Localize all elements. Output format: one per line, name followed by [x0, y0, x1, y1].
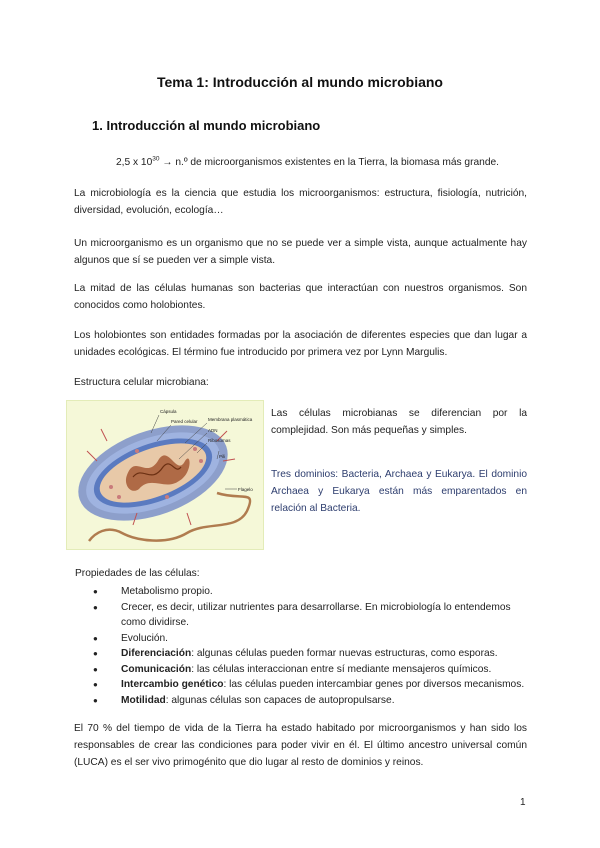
- list-item: ● Comunicación: las células interaccionan entre sí mediante mensajeros químicos.: [109, 662, 535, 678]
- page-number: 1: [520, 797, 526, 808]
- properties-section: [75, 565, 535, 708]
- page-title: Tema 1: Introducción al mundo microbiano: [157, 74, 443, 90]
- list-item: ● Motilidad: algunas células son capaces de autopropulsarse.: [109, 693, 535, 709]
- paragraph-holobionts: Los holobiontes son entidades formadas por la asociación de diferentes especies que dan lugar a unidades ecológicas. El término fue introducido por primera vez por Lynn Margulis.: [74, 330, 527, 358]
- list-item: ● Diferenciación: algunas células pueden formar nuevas estructuras, como esporas.: [109, 646, 535, 662]
- label-capsule: Cápsula: [160, 409, 177, 414]
- biomass-base: 2,5 x 10: [116, 157, 153, 168]
- bacterial-cell-figure: [66, 400, 264, 550]
- paragraph-luca: El 70 % del tiempo de vida de la Tierra ha estado habitado por microorganismos y han sido los responsables de crear las condiciones para poder vivir en él. El último ancestro universal común (LUCA) es el ser vivo primogénito que dio lugar al resto de dominios y reinos.: [74, 723, 527, 768]
- bacteria-diagram-illustration: [67, 401, 263, 549]
- paragraph-microorganism: Un microorganismo es un organismo que no se puede ver a simple vista, aunque actualmente hay algunos que sí se pueden ver a simple vista.: [74, 238, 527, 266]
- structure-label: Estructura celular microbiana:: [74, 377, 209, 388]
- label-membrane: Membrana plasmática: [208, 417, 253, 422]
- label-dna: ADN: [208, 428, 218, 433]
- paragraph-microbiology: La microbiología es la ciencia que estudia los microorganismos: estructura, fisiología, nutrición, diversidad, evolución, ecología…: [74, 188, 527, 216]
- label-ribosomes: Ribosomas: [208, 438, 231, 443]
- side-text-complexity: Las células microbianas se diferencian por la complejidad. Son más pequeñas y simples.: [271, 408, 527, 436]
- label-flagellum: Flagelo: [238, 487, 253, 492]
- properties-list: [75, 584, 535, 708]
- list-item: ● Intercambio genético: las células pueden intercambiar genes por diversos mecanismos.: [109, 677, 535, 693]
- paragraph-human-cells: La mitad de las células humanas son bacterias que interactúan con nuestros organismos. Son conocidos como holobiontes.: [74, 283, 527, 311]
- biomass-line: [116, 154, 536, 171]
- section-heading: 1. Introducción al mundo microbiano: [92, 118, 321, 133]
- properties-label: Propiedades de las células:: [75, 568, 200, 579]
- list-item: ● Metabolismo propio.: [109, 584, 535, 600]
- biomass-exponent: 30: [152, 155, 160, 163]
- label-cell-wall: Pared celular: [171, 419, 198, 424]
- label-pili: Pili: [219, 454, 226, 459]
- side-text-domains: Tres dominios: Bacteria, Archaea y Eukarya. El dominio Archaea y Eukarya están más emparentados en relación al Bacteria.: [271, 469, 527, 514]
- biomass-rest: → n.º de microorganismos existentes en la Tierra, la biomasa más grande.: [159, 157, 499, 168]
- list-item: ● Evolución.: [109, 631, 535, 647]
- list-item: ● Crecer, es decir, utilizar nutrientes para desarrollarse. En microbiología lo entendemos como dividirse.: [109, 600, 535, 631]
